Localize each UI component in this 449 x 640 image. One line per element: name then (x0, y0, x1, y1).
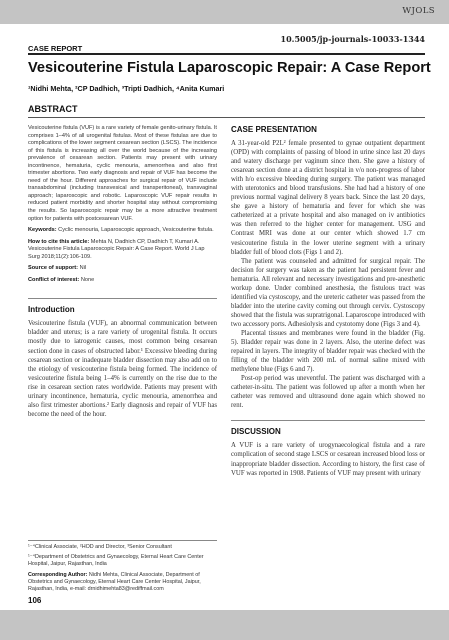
conflict-label: Conflict of interest: (28, 276, 80, 283)
page-number: 106 (28, 596, 42, 605)
journal-name: WJOLS (402, 6, 435, 16)
how-to-cite-text: Mehta N, Dadhich CP, Dadhich T, Kumari A. Vesicouterine Fistula Laparoscopic Repair: A Case Report. World J Lap Surg 2018;11(2):106-109. (28, 238, 205, 260)
conflict-of-interest (28, 277, 217, 285)
keywords-text: Cyclic menouria, Laparoscopic approach, Vesicouterine fistula. (58, 227, 214, 234)
corresponding-author (28, 572, 217, 594)
abstract-rule (28, 117, 425, 118)
how-to-cite-label: How to cite this article: (28, 238, 90, 245)
discussion-rule (231, 420, 425, 421)
keywords (28, 227, 217, 235)
affiliation-department: ¹⁻⁴Department of Obstetrics and Gynaecology, Eternal Heart Care Center Hospital, Jaipur, Rajasthan, India (28, 554, 204, 568)
case-paragraph-3: Placental tissues and membranes were found in the bladder (Fig. 5). Bladder repair was done in 2 layers. Also, the uterine defect was repaired in layers. The integrity of bladder repair was checked with the filling of the bladder with 200 mL of normal saline mixed with methylene blue (Figs 6 and 7). (231, 329, 425, 374)
header-rule (28, 53, 425, 55)
conflict-text: None (80, 276, 95, 283)
doi[interactable]: 10.5005/jp-journals-10033-1344 (280, 34, 425, 44)
case-paragraph-1: A 31-year-old P2L² female presented to gynae outpatient department (OPD) with complaints of passing of blood in urine since last 20 days and watery discharge per vaginum since then. She gave a history of cesarean section done at a district hospital in v/o non-progress of labor with h/o excessive bleeding during surgery. The patient was managed with uterotonics and blood transfusions. She had had a history of one previous normal vaginal delivery 8 years back. Since the last 20 days, she gave a history of hematuria and fever for which she was catheterized at a private hospital and also managed on iv antibiotics was then referred to the higher center for management. USG and Contrast MRI was done at our center which showed 1.7 cm vesicouterine fistula in the lower uterine segment with a urinary bladder full of blood clots (Figs 1 and 2). (231, 140, 425, 256)
source-of-support (28, 265, 217, 273)
case-presentation-heading: CASE PRESENTATION (231, 125, 317, 134)
article-title: Vesicouterine Fistula Laparoscopic Repair: A Case Report (28, 60, 431, 76)
affiliation-roles: ¹⁻⁴Clinical Associate, ²HOD and Director, ³Senior Consultant (28, 544, 172, 550)
abstract-text: Vesicouterine fistula (VUF) is a rare variety of female genito-urinary fistula. It comprises 1–4% of all urogenital fistulas. Most of these fistulas are due to complications of the lower segment cesarean section (LSCS). The incidence of this fistula is increasing all over the world because of the increasing prevalence of cesarean section. Patients may present with urinary incontinence, hematuria, cyclic menouria, amenorrhea and also first trimester abortions. Two early diagnosis and repair of VUF has become the need of the hour. Different approaches for surgical repair of VUF include transabdominal (including transvesical and transperitoneal), transvaginal approach; laparoscopic and robotic. Laparoscopic VUF repair results in reduced patient morbidity and shorter hospital stay without compromising the results. So laparoscopic repair may be a more attractive treatment option for patients with postcesarean VUF. (28, 125, 217, 222)
abstract-heading: ABSTRACT (28, 104, 78, 114)
introduction-heading: Introduction (28, 305, 75, 315)
case-paragraph-2: The patient was counseled and admitted for surgical repair. The decision for surgery was taken as the patient had persistent fever and hematuria. All relevant and necessary investigations and pre-anesthetic workup done. Under combined anesthesia, the fistulous tract was identified via cystoscopy, and the ureteric catheter was passed from the bladder into the uterine cavity coming out through cervix. Cystoscopy showed that the fistula was supratrigonal. Laparoscope introduced with two accessory ports. Adhesiolysis and cystotomy done (Figs 3 and 4). (231, 257, 425, 328)
footer-bar (0, 610, 449, 640)
corresponding-label: Corresponding Author: (28, 571, 88, 578)
article-type: CASE REPORT (28, 44, 83, 53)
source-text: Nil (79, 265, 87, 272)
discussion-paragraph-1: A VUF is a rare variety of urogynaecological fistula and a rare complication of second stage LSCS or cesarean increased blood loss or inappropriate bladder dissection. According to history, the first case of VUF was reported in 1908. Patients of VUF may present with urinary (231, 442, 425, 477)
left-column (28, 125, 217, 419)
discussion-heading: DISCUSSION (231, 427, 281, 437)
authors: ¹Nidhi Mehta, ²CP Dadhich, ³Tripti Dadhich, ⁴Anita Kumari (28, 84, 225, 93)
how-to-cite (28, 239, 217, 262)
keywords-label: Keywords: (28, 227, 57, 234)
source-label: Source of support: (28, 265, 79, 272)
header-bar (0, 0, 449, 24)
case-paragraph-4: Post-op period was uneventful. The patient was discharged with a catheter-in-situ. The patient was followed up after a month when her catheter was removed and ultrasound done again which showed no rent. (231, 375, 425, 410)
affiliations (28, 544, 217, 596)
introduction-text: Vesicouterine fistula (VUF), an abnormal communication between bladder and uterus; is a rare variety of urogenital fistula. It occurs mostly due to iatrogenic causes, most common being cesarean section done in cases of obstructed labor.¹ Excessive bleeding during cesarean section or inadequate bladder dissection may also add on to the etiology of vesicouterine fistula being formed. The incidence of vesicouterine fistula being 1–4% is currently on the rise due to the rise in cesarean section rates worldwide. Patients may present with urinary incontinence, hematuria, cyclic menouria, amenorrhea and also first trimester abortions.² Early diagnosis and repair of VUF has become the need of the hour. (28, 320, 217, 418)
corresponding-text[interactable]: Nidhi Mehta, Clinical Associate, Department of Obstetrics and Gynaecology, Eternal Heart Care Center Hospital, Jaipur, Rajasthan, India, e-mail: drnidhimehta83@rediffmail.com (28, 571, 201, 593)
intro-rule (28, 298, 217, 299)
affiliation-rule (28, 540, 217, 541)
right-column (231, 125, 425, 478)
